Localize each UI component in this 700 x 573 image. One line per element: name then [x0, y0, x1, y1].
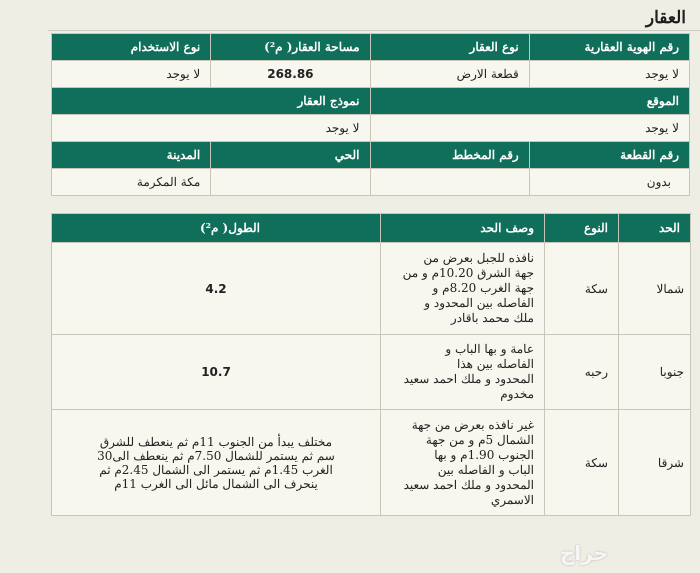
length-line: سم ثم يستمر للشمال 7.50م ثم ينعطف الى30 — [97, 448, 335, 463]
length-line: مختلف يبدأ من الجنوب 11م ثم ينعطف للشرق — [99, 434, 333, 449]
property-info-table — [51, 33, 690, 196]
value-usage-type: لا يوجد — [52, 61, 211, 88]
boundary-type: رحبه — [545, 335, 619, 410]
header-boundary-type: النوع — [545, 214, 619, 243]
boundary-length: 10.7 — [52, 335, 381, 410]
description-line: المحدود و ملك احمد سعيد — [403, 477, 534, 492]
boundary-side: شرقا — [619, 410, 691, 516]
description-line: الباب و الفاصله بين — [437, 462, 534, 477]
boundary-length: 4.2 — [52, 243, 381, 335]
boundary-description — [381, 410, 545, 516]
value-property-model: لا يوجد — [52, 115, 371, 142]
header-usage-type: نوع الاستخدام — [52, 34, 211, 61]
length-line: الغرب 1.45م ثم يستمر الى الشمال 2.45م ثم — [99, 462, 333, 477]
value-location: لا يوجد — [370, 115, 690, 142]
watermark-logo: حراج — [560, 541, 609, 565]
description-line: الفاصله بين هذا — [457, 357, 534, 371]
description-line: عامة و بها الباب و — [445, 342, 534, 356]
page-title: العقار — [645, 8, 686, 28]
boundary-side: جنوبا — [619, 335, 691, 410]
header-plan-number: رقم المخطط — [370, 142, 529, 169]
value-plot-number: بدون — [529, 169, 689, 196]
header-city: المدينة — [52, 142, 211, 169]
value-property-id: لا يوجد — [529, 61, 689, 88]
description-line: الجنوب 1.90م و بها — [434, 447, 534, 462]
header-boundary-description: وصف الحد — [381, 214, 545, 243]
description-line: الشمال 5م و من جهة — [425, 432, 534, 447]
header-boundary: الحد — [619, 214, 691, 243]
description-line: نافذه للجبل بعرض من — [423, 251, 534, 265]
description-line: جهة الغرب 8.20م و — [432, 281, 534, 295]
header-location: الموقع — [370, 88, 690, 115]
table-row — [52, 243, 691, 335]
title-divider — [48, 30, 700, 31]
boundary-description — [381, 335, 545, 410]
header-district: الحي — [211, 142, 370, 169]
description-line: ملك محمد باقادر — [450, 311, 534, 325]
description-line: الفاصله بين المحدود و — [424, 296, 534, 310]
length-line: ينحرف الى الشمال مائل الى الغرب 11م — [114, 476, 318, 491]
description-line: المحدود و ملك احمد سعيد — [403, 372, 534, 386]
value-plan-number — [370, 169, 529, 196]
header-property-type: نوع العقار — [370, 34, 529, 61]
value-district — [211, 169, 370, 196]
table-row — [52, 410, 691, 516]
header-boundary-length: الطول( م²) — [52, 214, 381, 243]
description-line: الاسمري — [490, 492, 534, 507]
boundary-description — [381, 243, 545, 335]
header-property-area: مساحة العقار( م²) — [211, 34, 370, 61]
description-line: غير نافذه بعرض من جهة — [411, 417, 534, 432]
description-line: مخدوم — [500, 387, 534, 401]
boundary-side: شمالا — [619, 243, 691, 335]
table-row — [52, 335, 691, 410]
boundary-type: سكة — [545, 243, 619, 335]
header-property-model: نموذج العقار — [52, 88, 371, 115]
value-city: مكة المكرمة — [52, 169, 211, 196]
value-property-area: 268.86 — [211, 61, 370, 88]
boundary-length — [52, 410, 381, 516]
boundary-type: سكة — [545, 410, 619, 516]
value-property-type: قطعة الارض — [370, 61, 529, 88]
header-property-id: رقم الهوية العقارية — [529, 34, 689, 61]
description-line: جهة الشرق 10.20م و من — [402, 266, 534, 280]
header-plot-number: رقم القطعة — [529, 142, 689, 169]
boundaries-table — [51, 213, 691, 516]
